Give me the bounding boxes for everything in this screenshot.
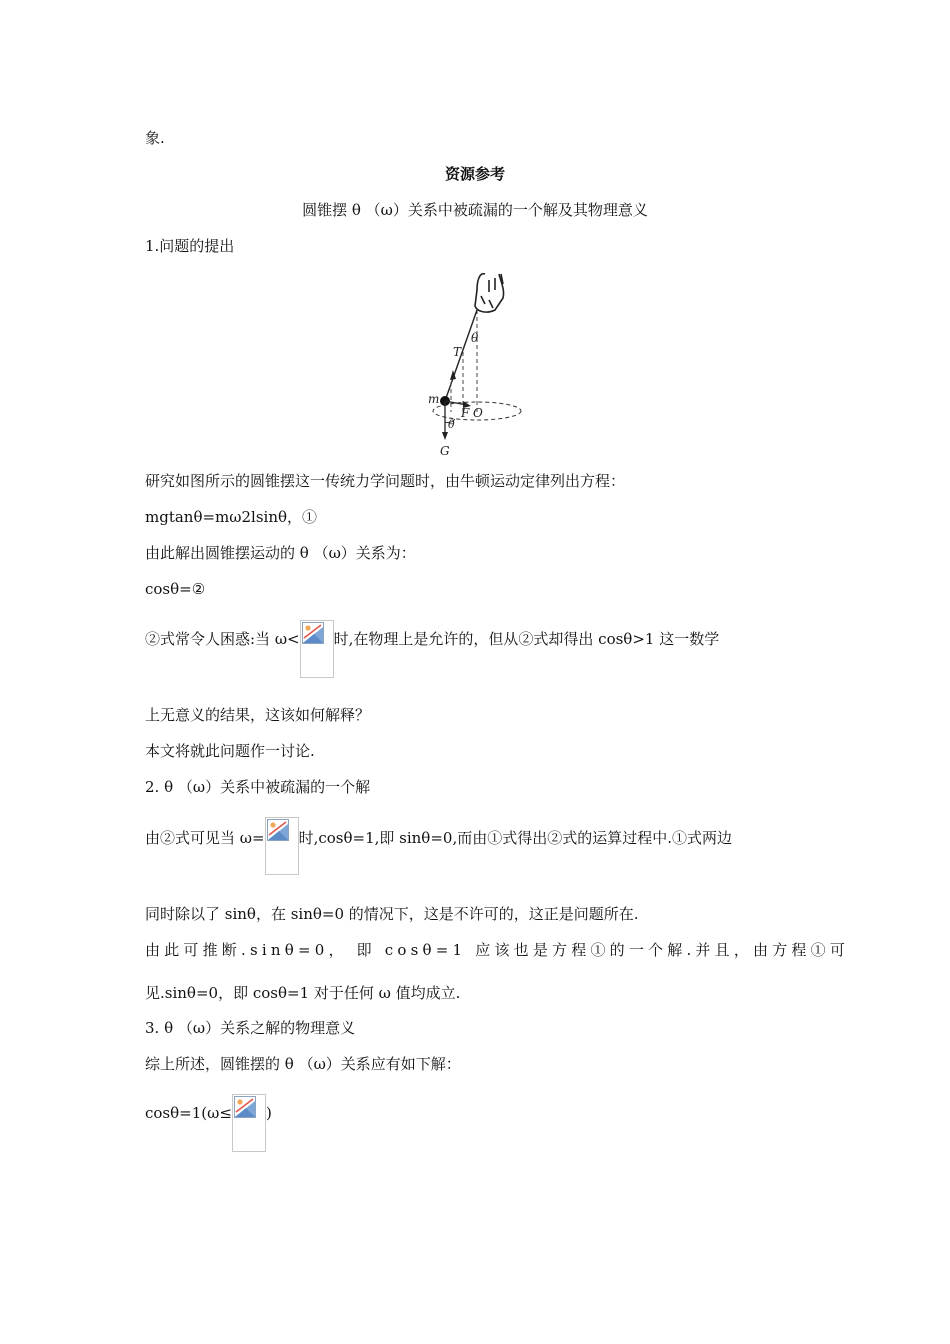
para-5: 本文将就此问题作一讨论. xyxy=(145,742,315,760)
equation-3 xyxy=(145,1094,272,1152)
equation-3-start: cosθ=1(ω≤ xyxy=(145,1104,232,1122)
section-2-title: 2. θ （ω）关系中被疏漏的一个解 xyxy=(145,778,371,796)
para-1: 研究如图所示的圆锥摆这一传统力学问题时，由牛顿运动定律列出方程： xyxy=(145,472,626,490)
broken-image-icon xyxy=(234,1096,256,1118)
formula-image-placeholder xyxy=(300,620,334,678)
equation-1: mgtanθ=mω2lsinθ，① xyxy=(145,508,318,526)
para-4: 上无意义的结果，这该如何解释？ xyxy=(145,706,371,724)
conical-pendulum-figure xyxy=(415,262,525,462)
text-l0: 象. xyxy=(145,129,165,147)
figure-label-theta-top: θ xyxy=(471,331,479,345)
para-2: 由此解出圆锥摆运动的 θ （ω）关系为： xyxy=(145,544,416,562)
formula-image-placeholder xyxy=(232,1094,266,1152)
para-3 xyxy=(145,620,719,678)
para-6-start: 由②式可见当 ω= xyxy=(145,829,265,847)
equation-2: cosθ=② xyxy=(145,580,206,598)
para-7: 同时除以了 sinθ，在 sinθ=0 的情况下，这是不许可的，这正是问题所在. xyxy=(145,905,639,923)
para-8: 由此可推断.sinθ=0， 即 cosθ=1 应该也是方程①的一个解.并且，由方程①可 xyxy=(145,941,850,959)
para-3-start: ②式常令人困惑:当 ω< xyxy=(145,630,300,648)
para-6-end: 时,cosθ=1,即 sinθ=0,而由①式得出②式的运算过程中.①式两边 xyxy=(298,829,732,847)
para-3-end: 时,在物理上是允许的，但从②式却得出 cosθ>1 这一数学 xyxy=(333,630,720,648)
hand-icon xyxy=(475,274,504,312)
para-6 xyxy=(145,817,732,875)
section-3-title: 3. θ （ω）关系之解的物理意义 xyxy=(145,1019,356,1037)
para-9: 见.sinθ=0，即 cosθ=1 对于任何 ω 值均成立. xyxy=(145,984,461,1002)
broken-image-icon xyxy=(302,622,324,644)
figure-label-force: F xyxy=(461,406,470,420)
figure-label-center: O xyxy=(473,406,483,420)
equation-3-end: ) xyxy=(265,1104,272,1122)
subtitle: 圆锥摆 θ （ω）关系中被疏漏的一个解及其物理意义 xyxy=(302,201,648,219)
figure-label-theta-bottom: θ xyxy=(448,418,455,431)
formula-image-placeholder xyxy=(265,817,299,875)
figure-label-mass: m xyxy=(428,392,440,406)
para-10: 综上所述，圆锥摆的 θ （ω）关系应有如下解： xyxy=(145,1055,461,1073)
section-1-title: 1.问题的提出 xyxy=(145,237,235,255)
figure-label-tension: T xyxy=(453,345,462,359)
heading: 资源参考 xyxy=(444,165,505,183)
figure-label-gravity: G xyxy=(440,444,450,458)
broken-image-icon xyxy=(267,819,289,841)
